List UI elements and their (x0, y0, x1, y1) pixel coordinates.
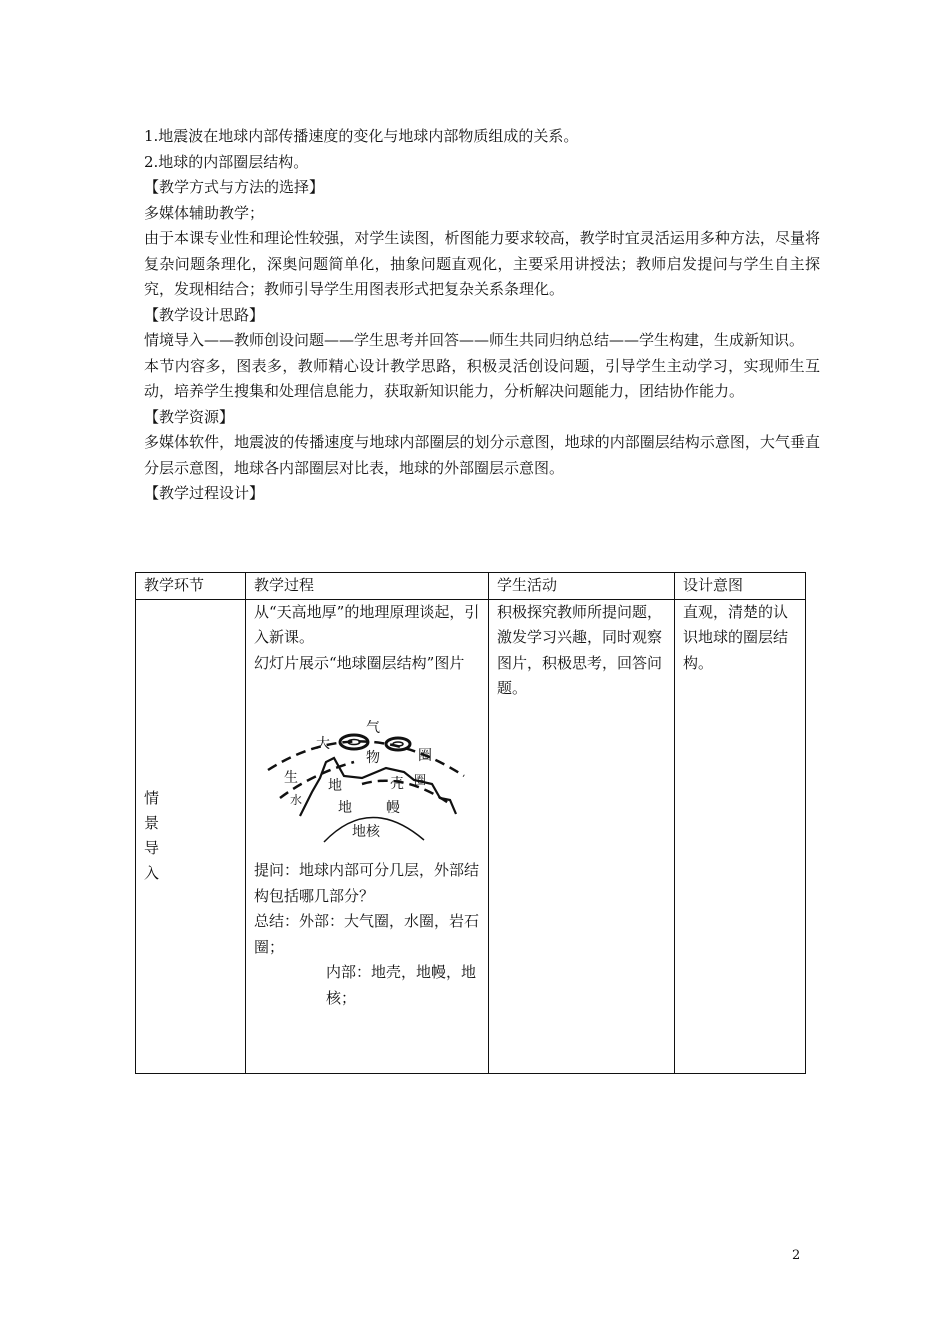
teaching-process-table (135, 572, 806, 1074)
label-man: 幔 (386, 800, 400, 816)
surface-terrain-line (300, 758, 456, 816)
design-line-1: 情境导入——教师创设问题——学生思考并回答——师生共同归纳总结——学生构建，生成新知识。 (144, 331, 805, 349)
section-heading-resources: 【教学资源】 (144, 407, 235, 426)
process-summary-outer: 总结：外部：大气圈，水圈，岩石圈； (254, 912, 480, 956)
difficulty-point-2: 2.地球的内部圈层结构。 (144, 152, 309, 171)
stage-char: 情 (144, 789, 160, 807)
cloud-icon (386, 738, 410, 750)
table-header-row (136, 573, 806, 600)
process-slide: 幻灯片展示“地球圈层结构”图片 (254, 653, 465, 672)
process-intro: 从“天高地厚”的地理原理谈起，引入新课。 (254, 602, 480, 646)
page-number: 2 (792, 1248, 801, 1263)
label-wu: 物 (366, 750, 380, 766)
process-cell (246, 599, 489, 1073)
section-heading-methods: 【教学方式与方法的选择】 (144, 178, 325, 196)
design-line-2: 本节内容多，图表多，教师精心设计教学思路，积极灵活创设问题，引导学生主动学习，实现师生互动，培养学生搜集和处理信息能力，获取新知识能力，分析解决问题能力，团结协作能力。 (144, 356, 820, 400)
header-student-activity: 学生活动 (489, 573, 675, 600)
header-stage: 教学环节 (136, 573, 246, 600)
label-qi: 气 (366, 720, 380, 736)
design-intent-cell: 直观，清楚的认识地球的圈层结构。 (675, 599, 806, 1073)
label-di-2: 地 (338, 800, 352, 816)
methods-line-1: 多媒体辅助教学； (144, 203, 265, 222)
stage-char: 景 (144, 814, 160, 832)
stage-cell (136, 599, 246, 1073)
process-question: 提问：地球内部可分几层，外部结构包括哪几部分？ (254, 861, 480, 905)
table-row (136, 599, 806, 1073)
header-design-intent: 设计意图 (675, 573, 806, 600)
label-core: 地核 (352, 824, 380, 840)
methods-line-2: 由于本课专业性和理论性较强，对学生读图，析图能力要求较高，教学时宜灵活运用多种方法，尽量将复杂问题条理化，深奥问题简单化，抽象问题直观化，主要采用讲授法；教师启发提问与学生自主探究，发现相结合；教师引导学生用图表形式把复杂关系条理化。 (144, 229, 820, 298)
process-summary-inner: 内部：地壳，地幔，地核； (326, 963, 477, 1007)
cloud-icon (393, 742, 403, 746)
label-quan-1: 圈 (418, 748, 432, 764)
label-di-1: 地 (328, 778, 342, 794)
section-heading-process: 【教学过程设计】 (144, 484, 265, 502)
section-heading-design: 【教学设计思路】 (144, 305, 265, 324)
label-quan-2: 圈 (414, 773, 427, 787)
resources-line-1: 多媒体软件，地震波的传播速度与地球内部圈层的划分示意图，地球的内部圈层结构示意图，大气垂直分层示意图，地球各内部圈层对比表，地球的外部圈层示意图。 (144, 433, 820, 477)
document-body (144, 124, 820, 507)
label-shui: 水 (290, 793, 303, 807)
header-process: 教学过程 (246, 573, 489, 600)
label-da: 大 (316, 736, 330, 752)
difficulty-point-1: 1.地震波在地球内部传播速度的变化与地球内部物质组成的关系。 (144, 127, 579, 145)
label-sheng: 生 (284, 770, 298, 786)
earth-sphere-diagram (254, 720, 480, 844)
stage-char: 导 (144, 839, 160, 857)
label-ke: 壳 (390, 776, 404, 792)
student-activity-cell: 积极探究教师所提问题，激发学习兴趣，同时观察图片，积极思考，回答问题。 (489, 599, 675, 1073)
stage-char: 入 (144, 864, 160, 882)
